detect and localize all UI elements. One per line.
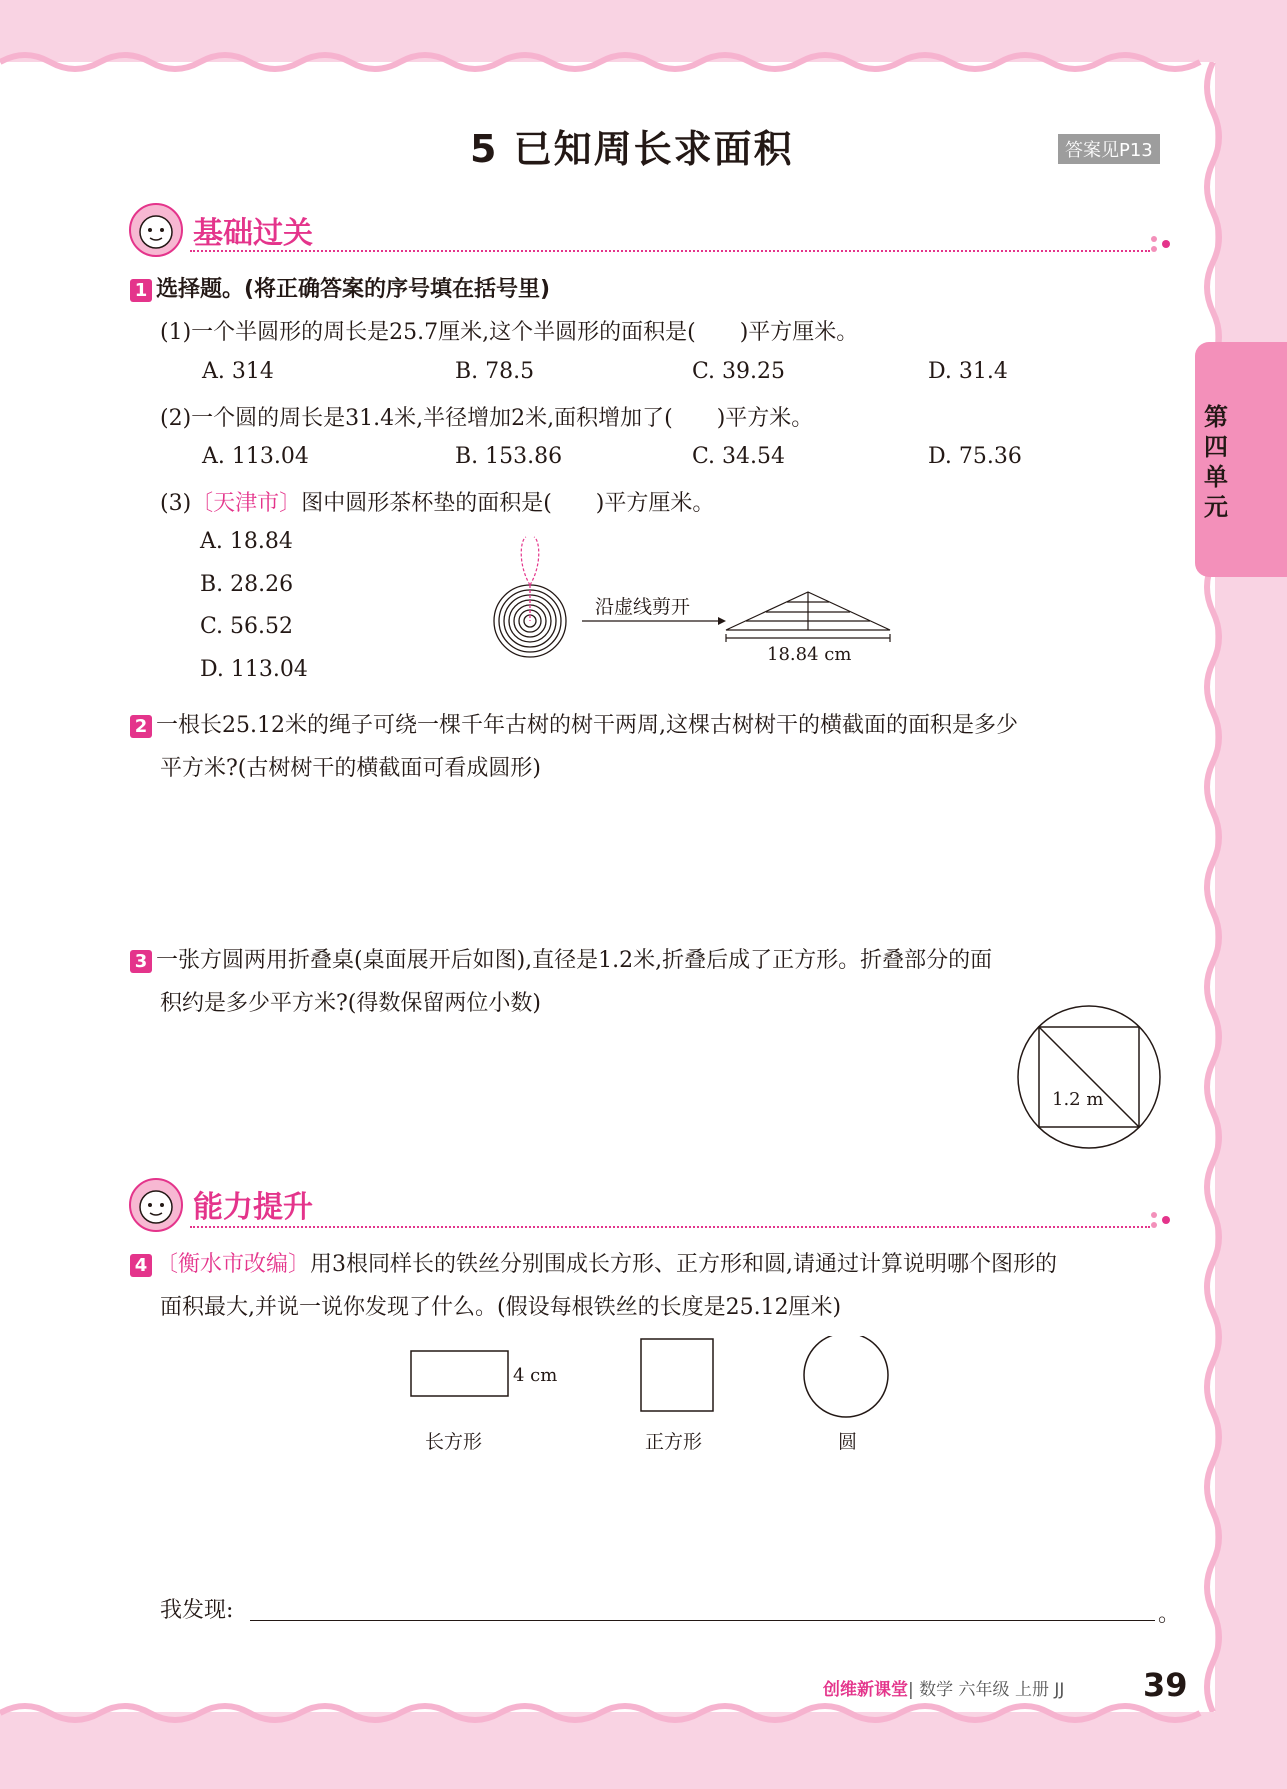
q1-sub3-body: 图中圆形茶杯垫的面积是( )平方厘米。 (301, 491, 715, 516)
circle-label: 圆 (838, 1431, 858, 1453)
q1-sub3-option-b[interactable]: B. 28.26 (200, 572, 294, 597)
q3-line2: 积约是多少平方米?(得数保留两位小数) (160, 991, 541, 1016)
shapes-figure (408, 1336, 898, 1426)
q1-sub2-option-c[interactable]: C. 34.54 (692, 444, 786, 469)
q3-text-1: 一张方圆两用折叠桌(桌面展开后如图),直径是1.2米,折叠后成了正方形。折叠部分的面 (156, 948, 993, 973)
section-divider (190, 1226, 1150, 1228)
cartoon-avatar-icon (128, 202, 184, 258)
q1-sub1-option-c[interactable]: C. 39.25 (692, 359, 786, 384)
q1-sub1-option-a[interactable]: A. 314 (202, 359, 274, 384)
q2-number-badge: 2 (130, 715, 152, 738)
square-shape (641, 1339, 713, 1411)
q1-header (130, 272, 550, 303)
section-title-advanced: 能力提升 (193, 1190, 313, 1225)
q4-line1 (130, 1247, 1057, 1278)
q4-text-1: 用3根同样长的铁丝分别围成长方形、正方形和圆,请通过计算说明哪个图形的 (310, 1252, 1058, 1277)
paper-area (0, 62, 1215, 1712)
q1-sub2-text: (2)一个圆的周长是31.4米,半径增加2米,面积增加了( )平方米。 (160, 406, 814, 431)
footer-course-info: | 数学 六年级 上册 JJ (908, 1680, 1065, 1700)
q1-sub2-option-d[interactable]: D. 75.36 (928, 444, 1022, 469)
q1-sub3-option-c[interactable]: C. 56.52 (200, 614, 294, 639)
divider-dots-icon (1148, 235, 1178, 255)
q1-sub1-option-d[interactable]: D. 31.4 (928, 359, 1008, 384)
rectangle-label: 长方形 (425, 1431, 483, 1453)
q1-title: 选择题。(将正确答案的序号填在括号里) (156, 277, 551, 302)
q1-sub3-text (160, 486, 714, 517)
table-diameter-label: 1.2 m (1052, 1089, 1104, 1110)
concentric-coaster (494, 585, 566, 657)
q1-sub1-text: (1)一个半圆形的周长是25.7厘米,这个半圆形的面积是( )平方厘米。 (160, 320, 859, 345)
discover-label: 我发现: (160, 1598, 234, 1623)
q1-sub3-source: 〔天津市〕 (191, 491, 302, 516)
q4-line2: 面积最大,并说一说你发现了什么。(假设每根铁丝的长度是25.12厘米) (160, 1295, 842, 1320)
footer-brand: 创维新课堂 (823, 1680, 908, 1700)
section-divider (190, 250, 1150, 252)
triangle-base-label: 18.84 cm (767, 644, 852, 665)
page-number: 39 (1143, 1666, 1188, 1704)
q3-line1 (130, 943, 992, 974)
section-title-basic: 基础过关 (193, 216, 313, 251)
scissors-icon (521, 537, 539, 585)
rectangle-shape (411, 1351, 508, 1396)
q1-sub3-option-d[interactable]: D. 113.04 (200, 657, 308, 682)
q4-source: 〔衡水市改编〕 (156, 1252, 311, 1277)
q1-number-badge: 1 (130, 279, 152, 302)
page-title: 5 已知周长求面积 (470, 127, 794, 171)
coaster-cut-caption: 沿虚线剪开 (595, 596, 691, 618)
triangle-figure (726, 592, 890, 642)
footer-series (823, 1675, 1064, 1700)
square-label: 正方形 (645, 1431, 703, 1453)
q2-line2: 平方米?(古树树干的横截面可看成圆形) (160, 756, 541, 781)
right-wave-border (1195, 62, 1225, 1712)
unit-side-tab-label: 第四单元 (1204, 403, 1228, 521)
q1-sub1-option-b[interactable]: B. 78.5 (455, 359, 535, 384)
divider-dots-icon (1148, 1211, 1178, 1231)
q1-sub2-option-a[interactable]: A. 113.04 (202, 444, 309, 469)
q1-sub3-option-a[interactable]: A. 18.84 (200, 529, 293, 554)
q1-sub2-option-b[interactable]: B. 153.86 (455, 444, 563, 469)
top-wave-border (0, 40, 1215, 80)
answer-reference-badge: 答案见P13 (1058, 134, 1160, 164)
q2-text-1: 一根长25.12米的绳子可绕一棵千年古树的树干两周,这棵古树树干的横截面的面积是多少 (156, 713, 1018, 738)
discover-period: 。 (1158, 1602, 1181, 1627)
table-figure (1015, 1003, 1163, 1151)
q3-number-badge: 3 (130, 950, 152, 973)
q2-line1 (130, 708, 1018, 739)
circle-shape (804, 1336, 888, 1417)
cartoon-avatar-icon (128, 1177, 184, 1233)
rectangle-width-label: 4 cm (513, 1365, 558, 1386)
q4-number-badge: 4 (130, 1254, 152, 1277)
q1-sub3-prefix: (3) (160, 491, 192, 516)
bottom-wave-border (0, 1695, 1215, 1735)
discover-answer-line[interactable] (250, 1620, 1155, 1621)
